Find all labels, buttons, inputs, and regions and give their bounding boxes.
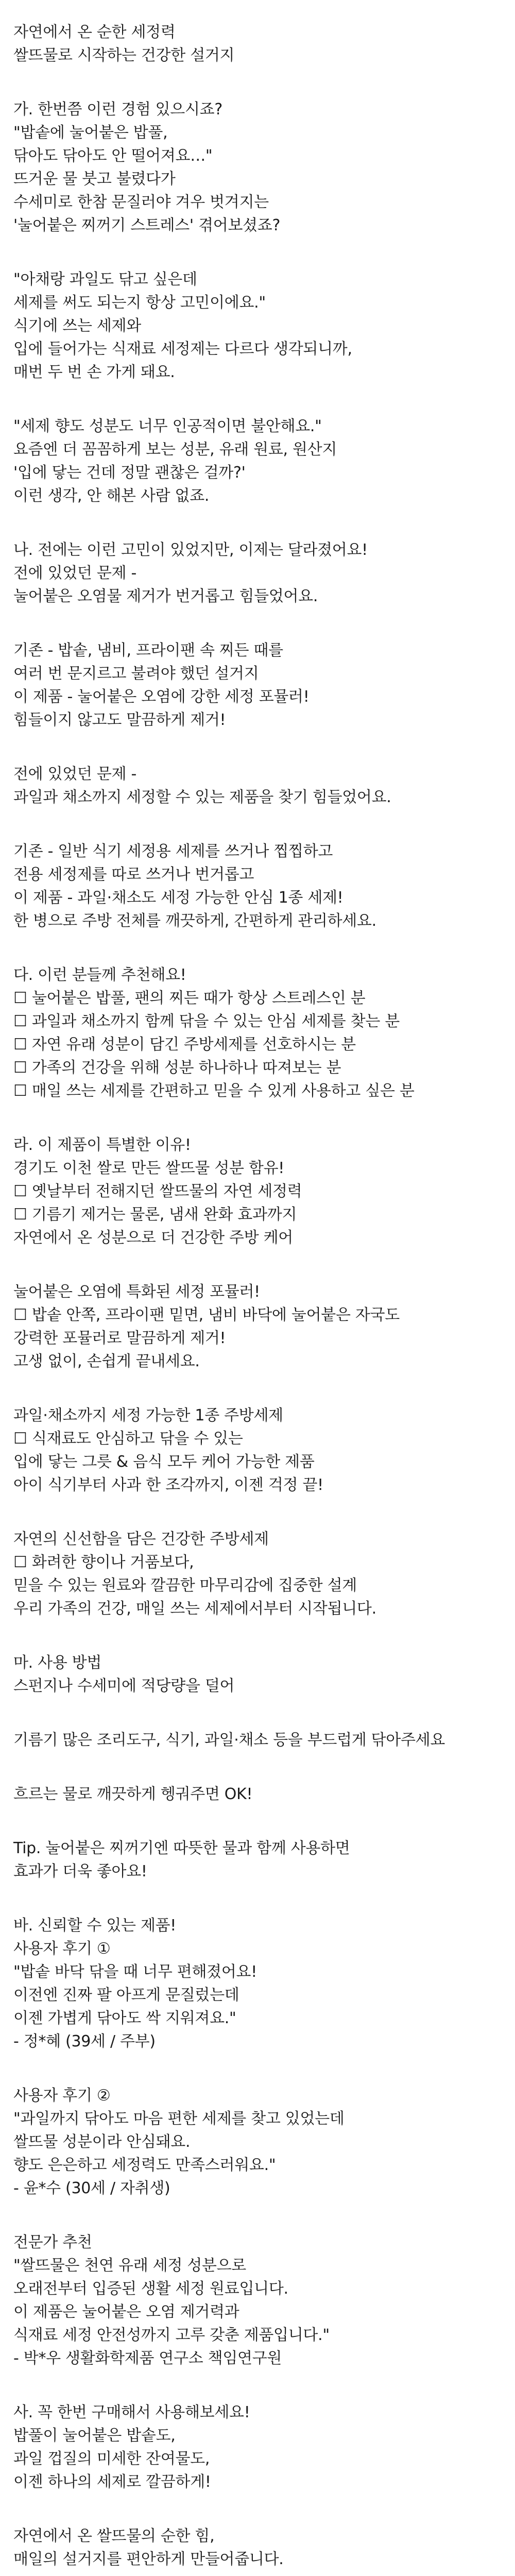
text-line: 이런 생각, 안 해본 사람 없죠. xyxy=(13,487,210,505)
paragraph-spacer xyxy=(13,384,515,415)
text-line: Tip. 눌어붙은 찌꺼기엔 따뜻한 물과 함께 사용하면 xyxy=(13,1839,350,1857)
text-line: ☐ 가족의 건강을 위해 성분 하나하나 따져보는 분 xyxy=(13,1059,341,1077)
paragraph-12 xyxy=(13,1528,515,1620)
text-line: ☐ 옛날부터 전해지던 쌀뜨물의 자연 세정력 xyxy=(13,1182,302,1200)
text-line: 바. 신뢰할 수 있는 제품! xyxy=(13,1917,177,1935)
text-line: 사용자 후기 ② xyxy=(13,2087,111,2105)
text-line: ☐ 화려한 향이나 거품보다, xyxy=(13,1553,194,1571)
paragraph-spacer xyxy=(13,2053,515,2084)
text-line: - 박*우 생활화학제품 연구소 책임연구원 xyxy=(13,2349,282,2367)
text-line: 수세미로 한참 문질러야 겨우 벗겨지는 xyxy=(13,193,269,211)
text-line: 이 제품 - 과일·채소도 세정 가능한 안심 1종 세제! xyxy=(13,889,344,907)
paragraph-18 xyxy=(13,2084,515,2200)
text-line: "과일까지 닦아도 마음 편한 세제를 찾고 있었는데 xyxy=(13,2110,345,2128)
text-line: 이젠 하나의 세제로 깔끔하게! xyxy=(13,2473,211,2491)
text-line: 우리 가족의 건강, 매일 쓰는 세제에서부터 시작됩니다. xyxy=(13,1600,376,1618)
paragraph-spacer xyxy=(13,507,515,538)
paragraph-4 xyxy=(13,538,515,608)
paragraph-spacer xyxy=(13,1497,515,1528)
text-line: ☐ 자연 유래 성분이 담긴 주방세제를 선호하시는 분 xyxy=(13,1036,356,1054)
text-line: '눌어붙은 찌꺼기 스트레스' 겪어보셨죠? xyxy=(13,216,281,234)
text-line: 뜨거운 물 붓고 불렸다가 xyxy=(13,170,176,188)
paragraph-9 xyxy=(13,1133,515,1249)
paragraph-spacer xyxy=(13,2200,515,2231)
text-line: 향도 은은하고 세정력도 만족스러워요." xyxy=(13,2156,276,2174)
paragraph-2 xyxy=(13,268,515,384)
paragraph-spacer xyxy=(13,67,515,98)
text-line: 여러 번 문지르고 불려야 했던 설거지 xyxy=(13,665,259,683)
text-line: 쌀뜨물로 시작하는 건강한 설거지 xyxy=(13,46,235,64)
text-line: 식재료 세정 안전성까지 고루 갖춘 제품입니다." xyxy=(13,2326,330,2344)
text-line: 아이 식기부터 사과 한 조각까지, 이젠 걱정 끝! xyxy=(13,1476,323,1494)
paragraph-14 xyxy=(13,1728,515,1752)
text-line: 기존 - 밥솥, 냄비, 프라이팬 속 찌든 때를 xyxy=(13,641,283,659)
text-line: 이 제품은 눌어붙은 오염 제거력과 xyxy=(13,2303,239,2321)
text-line: 눌어붙은 오염물 제거가 번거롭고 힘들었어요. xyxy=(13,587,318,605)
text-line: 식기에 쓰는 세제와 xyxy=(13,317,141,335)
paragraph-8 xyxy=(13,963,515,1103)
text-line: 흐르는 물로 깨끗하게 헹궈주면 OK! xyxy=(13,1785,253,1803)
text-line: '입에 닿는 건데 정말 괜찮은 걸까?' xyxy=(13,464,246,482)
paragraph-spacer xyxy=(13,933,515,963)
paragraph-13 xyxy=(13,1651,515,1698)
text-line: 요즘엔 더 꼼꼼하게 보는 성분, 유래 원료, 원산지 xyxy=(13,440,337,459)
text-line: 사. 꼭 한번 구매해서 사용해보세요! xyxy=(13,2403,250,2421)
text-line: "밥솥에 눌어붙은 밥풀, xyxy=(13,124,168,142)
text-line: 나. 전에는 이런 고민이 있었지만, 이제는 달라졌어요! xyxy=(13,541,368,559)
text-line: 기존 - 일반 식기 세정용 세제를 쓰거나 찝찝하고 xyxy=(13,842,333,860)
paragraph-spacer xyxy=(13,1698,515,1728)
paragraph-6 xyxy=(13,762,515,809)
text-line: 사용자 후기 ① xyxy=(13,1940,111,1958)
text-line: ☐ 기름기 제거는 물론, 냄새 완화 효과까지 xyxy=(13,1206,297,1224)
paragraph-spacer xyxy=(13,2494,515,2524)
paragraph-0 xyxy=(13,21,515,67)
text-line: 자연에서 온 순한 세정력 xyxy=(13,23,176,41)
text-line: 스펀지나 수세미에 적당량을 덜어 xyxy=(13,1677,235,1695)
text-line: 한 병으로 주방 전체를 깨끗하게, 간편하게 관리하세요. xyxy=(13,912,376,930)
text-line: 전문가 추천 xyxy=(13,2233,92,2251)
paragraph-17 xyxy=(13,1914,515,2053)
paragraph-spacer xyxy=(13,1883,515,1914)
paragraph-10 xyxy=(13,1280,515,1373)
text-line: 힘들이지 않고도 말끔하게 제거! xyxy=(13,711,226,729)
text-line: 마. 사용 방법 xyxy=(13,1654,102,1672)
text-line: 밥풀이 눌어붙은 밥솥도, xyxy=(13,2427,176,2445)
paragraph-spacer xyxy=(13,1249,515,1280)
text-line: "세제 향도 성분도 너무 인공적이면 불안해요." xyxy=(13,417,322,435)
text-line: 세제를 써도 되는지 항상 고민이에요." xyxy=(13,294,266,312)
text-line: 믿을 수 있는 원료와 깔끔한 마무리감에 집중한 설계 xyxy=(13,1577,357,1595)
text-line: 매일의 설거지를 편안하게 만들어줍니다. xyxy=(13,2550,284,2568)
paragraph-3 xyxy=(13,415,515,507)
text-line: 입에 닿는 그릇 & 음식 모두 케어 가능한 제품 xyxy=(13,1453,315,1471)
paragraph-spacer xyxy=(13,1103,515,1133)
paragraph-spacer xyxy=(13,608,515,639)
text-line: 자연에서 온 성분으로 더 건강한 주방 케어 xyxy=(13,1229,293,1247)
paragraph-1 xyxy=(13,98,515,237)
text-line: 전에 있었던 문제 - xyxy=(13,564,136,582)
text-line: "밥솥 바닥 닦을 때 너무 편해졌어요! xyxy=(13,1963,257,1981)
paragraph-spacer xyxy=(13,1373,515,1404)
text-line: 입에 들어가는 식재료 세정제는 다르다 생각되니까, xyxy=(13,340,352,358)
paragraph-spacer xyxy=(13,2571,515,2576)
text-line: 전에 있었던 문제 - xyxy=(13,765,136,783)
text-line: 기름기 많은 조리도구, 식기, 과일·채소 등을 부드럽게 닦아주세요 xyxy=(13,1731,445,1749)
paragraph-20 xyxy=(13,2401,515,2494)
paragraph-16 xyxy=(13,1837,515,1883)
text-line: - 윤*수 (30세 / 자취생) xyxy=(13,2179,170,2197)
text-line: 오래전부터 입증된 생활 세정 원료입니다. xyxy=(13,2280,288,2298)
text-line: "아채랑 과일도 닦고 싶은데 xyxy=(13,270,197,289)
text-line: 눌어붙은 오염에 특화된 세정 포뮬러! xyxy=(13,1283,260,1301)
text-line: 과일과 채소까지 세정할 수 있는 제품을 찾기 힘들었어요. xyxy=(13,788,391,806)
paragraph-spacer xyxy=(13,1806,515,1837)
text-line: 다. 이런 분들께 추천해요! xyxy=(13,966,186,984)
paragraph-spacer xyxy=(13,1752,515,1783)
paragraph-spacer xyxy=(13,809,515,840)
text-line: 자연의 신선함을 담은 건강한 주방세제 xyxy=(13,1530,269,1548)
text-line: ☐ 눌어붙은 밥풀, 팬의 찌든 때가 항상 스트레스인 분 xyxy=(13,989,366,1007)
text-line: 고생 없이, 손쉽게 끝내세요. xyxy=(13,1352,200,1370)
paragraph-spacer xyxy=(13,2370,515,2401)
text-line: 경기도 이천 쌀로 만든 쌀뜨물 성분 함유! xyxy=(13,1159,285,1177)
paragraph-15 xyxy=(13,1783,515,1806)
paragraph-spacer xyxy=(13,237,515,268)
text-line: 과일·채소까지 세정 가능한 1종 주방세제 xyxy=(13,1406,283,1425)
paragraph-19 xyxy=(13,2231,515,2370)
text-line: 이전엔 진짜 팔 아프게 문질렀는데 xyxy=(13,1986,239,2004)
text-line: 자연에서 온 쌀뜨물의 순한 힘, xyxy=(13,2527,215,2545)
text-line: 라. 이 제품이 특별한 이유! xyxy=(13,1136,191,1154)
text-line: ☐ 밥솥 안쪽, 프라이팬 밑면, 냄비 바닥에 눌어붙은 자국도 xyxy=(13,1306,400,1324)
text-line: 매번 두 번 손 가게 돼요. xyxy=(13,363,175,381)
text-line: 가. 한번쯤 이런 경험 있으시죠? xyxy=(13,100,222,118)
text-line: 쌀뜨물 성분이라 안심돼요. xyxy=(13,2133,191,2151)
text-line: ☐ 매일 쓰는 세제를 간편하고 믿을 수 있게 사용하고 싶은 분 xyxy=(13,1082,415,1100)
text-line: - 정*혜 (39세 / 주부) xyxy=(13,2032,156,2050)
paragraph-7 xyxy=(13,840,515,933)
paragraph-11 xyxy=(13,1404,515,1497)
paragraph-spacer xyxy=(13,732,515,762)
text-line: ☐ 과일과 채소까지 함께 닦을 수 있는 안심 세제를 찾는 분 xyxy=(13,1012,400,1030)
text-line: 이젠 가볍게 닦아도 싹 지워져요." xyxy=(13,2009,236,2027)
text-line: 전용 세정제를 따로 쓰거나 번거롭고 xyxy=(13,866,254,884)
text-line: ☐ 식재료도 안심하고 닦을 수 있는 xyxy=(13,1430,243,1448)
paragraph-21 xyxy=(13,2524,515,2571)
text-line: 효과가 더욱 좋아요! xyxy=(13,1862,147,1880)
text-line: "쌀뜨물은 천연 유래 세정 성분으로 xyxy=(13,2257,246,2275)
paragraph-5 xyxy=(13,639,515,732)
text-line: 과일 껍질의 미세한 잔여물도, xyxy=(13,2450,210,2468)
text-line: 닦아도 닦아도 안 떨어져요…" xyxy=(13,147,213,165)
text-line: 이 제품 - 눌어붙은 오염에 강한 세정 포뮬러! xyxy=(13,688,310,706)
text-line: 강력한 포뮬러로 말끔하게 제거! xyxy=(13,1329,226,1347)
paragraph-spacer xyxy=(13,1620,515,1651)
